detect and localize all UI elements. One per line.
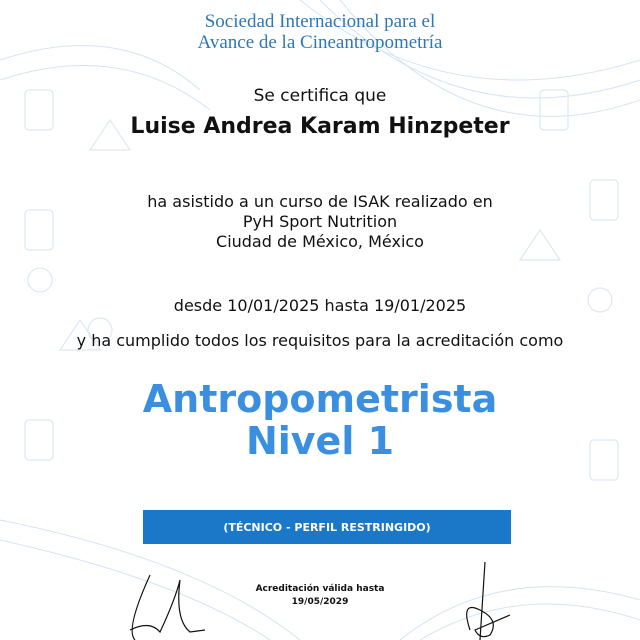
profile-banner [143, 510, 511, 544]
organization-name-line1: Sociedad Internacional para el [204, 11, 436, 32]
requirement-text: y ha cumplido todos los requisitos para la acreditación como [76, 331, 564, 350]
course-line3: Ciudad de México, México [216, 232, 424, 251]
intro-text: Se certifica que [253, 86, 387, 106]
course-dates: desde 10/01/2025 hasta 19/01/2025 [173, 296, 467, 315]
course-line1: ha asistido a un curso de ISAK realizado en [147, 192, 493, 211]
accreditation-level: Nivel 1 [245, 419, 395, 463]
validity-date: 19/05/2029 [291, 597, 349, 607]
course-line2: PyH Sport Nutrition [242, 212, 398, 231]
signature-left [120, 570, 210, 640]
recipient-name: Luise Andrea Karam Hinzpeter [130, 114, 510, 139]
organization-name-line2: Avance de la Cineantropometría [197, 32, 443, 53]
validity-label: Acreditación válida hasta [255, 584, 385, 594]
accreditation-title: Antropometrista [142, 377, 498, 421]
signature-right [450, 560, 520, 640]
profile-text: (TÉCNICO - PERFIL RESTRINGIDO) [223, 520, 431, 534]
